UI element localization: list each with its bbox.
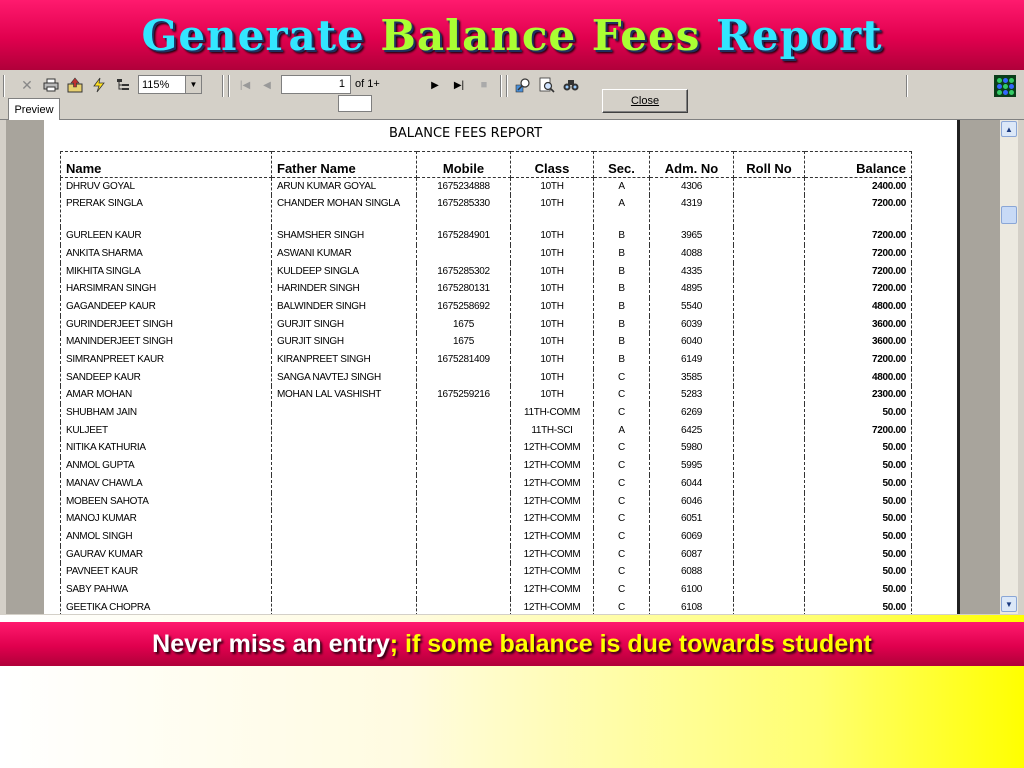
cell-roll-no <box>734 404 805 422</box>
cell-balance: 4800.00 <box>805 369 912 387</box>
cell-class: 12TH-COMM <box>511 528 594 546</box>
cell-name: PRERAK SINGLA <box>61 195 272 227</box>
page-count-label: of 1+ <box>355 78 380 90</box>
cell-adm-no: 3585 <box>650 369 734 387</box>
cell-adm-no: 6046 <box>650 493 734 511</box>
table-row <box>61 563 912 581</box>
table-row <box>61 439 912 457</box>
cell-father-name: KULDEEP SINGLA <box>272 263 417 281</box>
cell-name: NITIKA KATHURIA <box>61 439 272 457</box>
cell-mobile <box>417 563 511 581</box>
cell-name: KULJEET <box>61 422 272 440</box>
logo-dot <box>1003 84 1008 89</box>
cell-class: 12TH-COMM <box>511 493 594 511</box>
cell-roll-no <box>734 563 805 581</box>
cell-roll-no <box>734 298 805 316</box>
cell-name: DHRUV GOYAL <box>61 178 272 196</box>
toolbar-separator <box>222 75 224 97</box>
cell-father-name: CHANDER MOHAN SINGLA <box>272 195 417 227</box>
cell-roll-no <box>734 439 805 457</box>
group-tree-icon[interactable] <box>114 76 132 94</box>
cell-class: 12TH-COMM <box>511 581 594 599</box>
cell-name: MOBEEN SAHOTA <box>61 493 272 511</box>
cell-father-name <box>272 510 417 528</box>
cell-mobile <box>417 422 511 440</box>
cell-section: A <box>594 178 650 196</box>
scroll-up-icon[interactable]: ▲ <box>1001 121 1017 137</box>
report-page <box>44 120 960 614</box>
table-row <box>61 599 912 614</box>
export-icon[interactable] <box>66 76 84 94</box>
cell-class: 12TH-COMM <box>511 599 594 614</box>
cell-roll-no <box>734 263 805 281</box>
cell-roll-no <box>734 369 805 387</box>
cell-adm-no: 6108 <box>650 599 734 614</box>
cell-mobile: 1675 <box>417 333 511 351</box>
cell-name: SIMRANPREET KAUR <box>61 351 272 369</box>
cell-name: AMAR MOHAN <box>61 386 272 404</box>
chevron-down-icon[interactable]: ▼ <box>185 76 201 93</box>
cell-mobile <box>417 404 511 422</box>
stop-icon[interactable]: ■ <box>480 79 488 91</box>
cell-adm-no: 6087 <box>650 546 734 564</box>
cell-name: ANKITA SHARMA <box>61 245 272 263</box>
cell-mobile <box>417 581 511 599</box>
cell-roll-no <box>734 422 805 440</box>
cell-balance: 50.00 <box>805 439 912 457</box>
cell-adm-no: 6040 <box>650 333 734 351</box>
tab-preview[interactable]: Preview <box>8 98 60 120</box>
cancel-icon[interactable]: ✕ <box>21 76 33 93</box>
cell-section: A <box>594 195 650 227</box>
cell-mobile: 1675 <box>417 316 511 334</box>
table-row <box>61 316 912 334</box>
cell-father-name: SHAMSHER SINGH <box>272 227 417 245</box>
cell-adm-no: 4088 <box>650 245 734 263</box>
cell-roll-no <box>734 546 805 564</box>
cell-section: C <box>594 581 650 599</box>
cell-balance: 50.00 <box>805 493 912 511</box>
cell-section: B <box>594 351 650 369</box>
cell-class: 12TH-COMM <box>511 457 594 475</box>
cell-class: 10TH <box>511 263 594 281</box>
cell-class: 10TH <box>511 333 594 351</box>
cell-father-name: ARUN KUMAR GOYAL <box>272 178 417 196</box>
slide-caption-banner <box>0 622 1024 666</box>
cell-father-name <box>272 439 417 457</box>
report-title: BALANCE FEES REPORT <box>388 126 543 141</box>
logo-dot <box>997 84 1002 89</box>
cell-section: C <box>594 546 650 564</box>
cell-section: B <box>594 245 650 263</box>
cell-roll-no <box>734 227 805 245</box>
cell-father-name: BALWINDER SINGH <box>272 298 417 316</box>
toolbar-separator <box>3 75 5 97</box>
cell-section: C <box>594 439 650 457</box>
cell-section: C <box>594 599 650 614</box>
toolbar-separator <box>500 75 502 97</box>
cell-section: C <box>594 493 650 511</box>
cell-mobile: 1675285302 <box>417 263 511 281</box>
cell-class: 10TH <box>511 178 594 196</box>
balance-fees-table <box>60 151 912 614</box>
caption-highlight: Never miss an entry <box>152 629 390 658</box>
cell-section: B <box>594 263 650 281</box>
scrollbar-thumb[interactable] <box>1001 206 1017 224</box>
cell-adm-no: 4895 <box>650 280 734 298</box>
cell-class: 12TH-COMM <box>511 510 594 528</box>
cell-father-name <box>272 546 417 564</box>
cell-father-name <box>272 493 417 511</box>
logo-dot <box>997 78 1002 83</box>
search-text-icon[interactable] <box>514 76 532 94</box>
cell-adm-no: 6425 <box>650 422 734 440</box>
cell-name: MANINDERJEET SINGH <box>61 333 272 351</box>
column-header-adm-no: Adm. No <box>650 152 734 178</box>
cell-section: C <box>594 475 650 493</box>
slide-title-word-balance-fees: Balance Fees <box>380 10 701 60</box>
prev-page-icon[interactable]: ◀ <box>263 79 271 91</box>
table-row <box>61 422 912 440</box>
cell-section: C <box>594 563 650 581</box>
table-row <box>61 581 912 599</box>
toolbar-separator <box>906 75 908 97</box>
cell-roll-no <box>734 510 805 528</box>
report-preview-area[interactable] <box>6 120 1000 614</box>
cell-roll-no <box>734 493 805 511</box>
cell-roll-no <box>734 457 805 475</box>
cell-father-name: SANGA NAVTEJ SINGH <box>272 369 417 387</box>
cell-father-name: GURJIT SINGH <box>272 316 417 334</box>
column-header-father-name: Father Name <box>272 152 417 178</box>
cell-mobile <box>417 457 511 475</box>
refresh-icon[interactable] <box>90 76 108 94</box>
cell-adm-no: 3965 <box>650 227 734 245</box>
table-row <box>61 528 912 546</box>
cell-roll-no <box>734 316 805 334</box>
cell-name: MANOJ KUMAR <box>61 510 272 528</box>
column-header-class: Class <box>511 152 594 178</box>
cell-class: 10TH <box>511 316 594 334</box>
table-row <box>61 386 912 404</box>
logo-dot <box>1003 90 1008 95</box>
cell-roll-no <box>734 528 805 546</box>
cell-adm-no: 6051 <box>650 510 734 528</box>
cell-mobile <box>417 510 511 528</box>
cell-class: 12TH-COMM <box>511 439 594 457</box>
table-row <box>61 245 912 263</box>
cell-father-name <box>272 404 417 422</box>
cell-mobile <box>417 528 511 546</box>
cell-class: 10TH <box>511 298 594 316</box>
cell-section: B <box>594 298 650 316</box>
cell-class: 10TH <box>511 386 594 404</box>
cell-roll-no <box>734 245 805 263</box>
cell-mobile <box>417 546 511 564</box>
cell-father-name: HARINDER SINGH <box>272 280 417 298</box>
cell-name: MIKHITA SINGLA <box>61 263 272 281</box>
cell-name: GURLEEN KAUR <box>61 227 272 245</box>
cell-adm-no: 6069 <box>650 528 734 546</box>
cell-roll-no <box>734 351 805 369</box>
column-header-roll-no: Roll No <box>734 152 805 178</box>
cell-class: 10TH <box>511 280 594 298</box>
column-header-section: Sec. <box>594 152 650 178</box>
cell-mobile: 1675280131 <box>417 280 511 298</box>
table-row <box>61 457 912 475</box>
slide-title-banner <box>0 0 1024 70</box>
column-header-mobile: Mobile <box>417 152 511 178</box>
logo-dot <box>1009 90 1014 95</box>
report-viewer-window <box>0 70 1024 615</box>
cell-father-name <box>272 581 417 599</box>
cell-class: 10TH <box>511 195 594 227</box>
cell-roll-no <box>734 280 805 298</box>
find-icon[interactable] <box>562 76 580 94</box>
page-secondary-input[interactable] <box>338 95 372 112</box>
logo-dot <box>1003 78 1008 83</box>
cell-adm-no: 4319 <box>650 195 734 227</box>
next-page-icon[interactable]: ▶ <box>431 79 439 91</box>
cell-mobile: 1675281409 <box>417 351 511 369</box>
cell-name: GAURAV KUMAR <box>61 546 272 564</box>
cell-class: 12TH-COMM <box>511 563 594 581</box>
page-number-input[interactable]: 1 <box>281 75 351 94</box>
cell-name: SHUBHAM JAIN <box>61 404 272 422</box>
cell-class: 10TH <box>511 369 594 387</box>
cell-father-name <box>272 599 417 614</box>
table-row <box>61 280 912 298</box>
table-row <box>61 263 912 281</box>
cell-mobile <box>417 245 511 263</box>
cell-section: C <box>594 386 650 404</box>
cell-adm-no: 6088 <box>650 563 734 581</box>
cell-class: 10TH <box>511 227 594 245</box>
cell-mobile <box>417 369 511 387</box>
cell-father-name: ASWANI KUMAR <box>272 245 417 263</box>
cell-name: SABY PAHWA <box>61 581 272 599</box>
cell-mobile: 1675284901 <box>417 227 511 245</box>
cell-adm-no: 6044 <box>650 475 734 493</box>
cell-name: ANMOL GUPTA <box>61 457 272 475</box>
cell-name: HARSIMRAN SINGH <box>61 280 272 298</box>
cell-balance: 2400.00 <box>805 178 912 196</box>
cell-mobile <box>417 475 511 493</box>
cell-adm-no: 4306 <box>650 178 734 196</box>
cell-section: B <box>594 280 650 298</box>
scroll-down-icon[interactable]: ▼ <box>1001 596 1017 612</box>
cell-father-name: MOHAN LAL VASHISHT <box>272 386 417 404</box>
cell-mobile <box>417 493 511 511</box>
cell-adm-no: 5540 <box>650 298 734 316</box>
cell-roll-no <box>734 475 805 493</box>
cell-balance: 50.00 <box>805 404 912 422</box>
toolbar-separator <box>506 75 508 97</box>
cell-balance: 7200.00 <box>805 280 912 298</box>
logo-dot <box>997 90 1002 95</box>
cell-balance: 7200.00 <box>805 195 912 227</box>
column-header-name: Name <box>61 152 272 178</box>
close-button[interactable] <box>602 89 688 113</box>
cell-balance: 50.00 <box>805 475 912 493</box>
cell-adm-no: 6269 <box>650 404 734 422</box>
cell-section: B <box>594 227 650 245</box>
cell-class: 10TH <box>511 245 594 263</box>
cell-mobile: 1675285330 <box>417 195 511 227</box>
cell-balance: 7200.00 <box>805 263 912 281</box>
cell-balance: 4800.00 <box>805 298 912 316</box>
cell-mobile <box>417 439 511 457</box>
cell-adm-no: 6100 <box>650 581 734 599</box>
table-header-row <box>61 152 912 178</box>
cell-father-name <box>272 475 417 493</box>
cell-adm-no: 6039 <box>650 316 734 334</box>
app-logo-icon <box>994 75 1016 97</box>
cell-father-name <box>272 422 417 440</box>
slide-title-word-report: Report <box>715 10 883 60</box>
zoom-value: 115% <box>142 78 170 91</box>
cell-balance: 50.00 <box>805 546 912 564</box>
cell-class: 10TH <box>511 351 594 369</box>
cell-roll-no <box>734 178 805 196</box>
cell-adm-no: 5995 <box>650 457 734 475</box>
cell-name: MANAV CHAWLA <box>61 475 272 493</box>
cell-name: GAGANDEEP KAUR <box>61 298 272 316</box>
toolbar <box>0 70 1024 120</box>
table-row <box>61 195 912 227</box>
cell-class: 11TH-SCI <box>511 422 594 440</box>
zoom-select[interactable] <box>138 75 202 94</box>
cell-section: C <box>594 404 650 422</box>
logo-dot <box>1009 78 1014 83</box>
table-row <box>61 351 912 369</box>
cell-balance: 3600.00 <box>805 316 912 334</box>
cell-name: GURINDERJEET SINGH <box>61 316 272 334</box>
cell-father-name <box>272 563 417 581</box>
table-row <box>61 227 912 245</box>
cell-mobile: 1675259216 <box>417 386 511 404</box>
cell-balance: 50.00 <box>805 510 912 528</box>
cell-father-name <box>272 528 417 546</box>
cell-balance: 50.00 <box>805 457 912 475</box>
table-row <box>61 475 912 493</box>
cell-class: 12TH-COMM <box>511 475 594 493</box>
cell-balance: 3600.00 <box>805 333 912 351</box>
table-body <box>61 178 912 615</box>
cell-section: B <box>594 316 650 334</box>
cell-class: 11TH-COMM <box>511 404 594 422</box>
cell-section: C <box>594 457 650 475</box>
cell-roll-no <box>734 581 805 599</box>
cell-balance: 50.00 <box>805 528 912 546</box>
close-button-label: Close <box>630 95 660 107</box>
cell-adm-no: 5283 <box>650 386 734 404</box>
cell-balance: 7200.00 <box>805 422 912 440</box>
cell-mobile: 1675258692 <box>417 298 511 316</box>
last-page-icon[interactable]: ▶| <box>453 79 465 91</box>
vertical-scrollbar[interactable] <box>1000 120 1018 614</box>
cell-name: SANDEEP KAUR <box>61 369 272 387</box>
slide-title <box>141 11 882 60</box>
cell-section: C <box>594 369 650 387</box>
toolbar-separator <box>228 75 230 97</box>
table-row <box>61 298 912 316</box>
table-row <box>61 333 912 351</box>
table-row <box>61 510 912 528</box>
cell-father-name: GURJIT SINGH <box>272 333 417 351</box>
column-header-balance: Balance <box>805 152 912 178</box>
cell-name: PAVNEET KAUR <box>61 563 272 581</box>
table-row <box>61 404 912 422</box>
cell-balance: 7200.00 <box>805 227 912 245</box>
table-row <box>61 493 912 511</box>
cell-father-name: KIRANPREET SINGH <box>272 351 417 369</box>
cell-adm-no: 4335 <box>650 263 734 281</box>
zoom-search-icon[interactable] <box>538 76 556 94</box>
cell-section: A <box>594 422 650 440</box>
table-row <box>61 178 912 196</box>
cell-name: GEETIKA CHOPRA <box>61 599 272 614</box>
cell-balance: 7200.00 <box>805 351 912 369</box>
cell-adm-no: 6149 <box>650 351 734 369</box>
slide-title-word-generate: Generate <box>141 10 365 60</box>
first-page-icon[interactable]: |◀ <box>239 79 251 91</box>
caption-detail: ; if some balance is due towards student <box>389 629 872 658</box>
cell-roll-no <box>734 333 805 351</box>
cell-balance: 7200.00 <box>805 245 912 263</box>
cell-adm-no: 5980 <box>650 439 734 457</box>
cell-section: C <box>594 528 650 546</box>
cell-mobile <box>417 599 511 614</box>
cell-balance: 50.00 <box>805 581 912 599</box>
cell-balance: 2300.00 <box>805 386 912 404</box>
cell-balance: 50.00 <box>805 599 912 614</box>
cell-roll-no <box>734 599 805 614</box>
cell-balance: 50.00 <box>805 563 912 581</box>
table-row <box>61 369 912 387</box>
cell-section: C <box>594 510 650 528</box>
cell-section: B <box>594 333 650 351</box>
cell-name: ANMOL SINGH <box>61 528 272 546</box>
cell-mobile: 1675234888 <box>417 178 511 196</box>
table-row <box>61 546 912 564</box>
cell-roll-no <box>734 195 805 227</box>
print-icon[interactable] <box>42 76 60 94</box>
cell-class: 12TH-COMM <box>511 546 594 564</box>
cell-father-name <box>272 457 417 475</box>
logo-dot <box>1009 84 1014 89</box>
cell-roll-no <box>734 386 805 404</box>
